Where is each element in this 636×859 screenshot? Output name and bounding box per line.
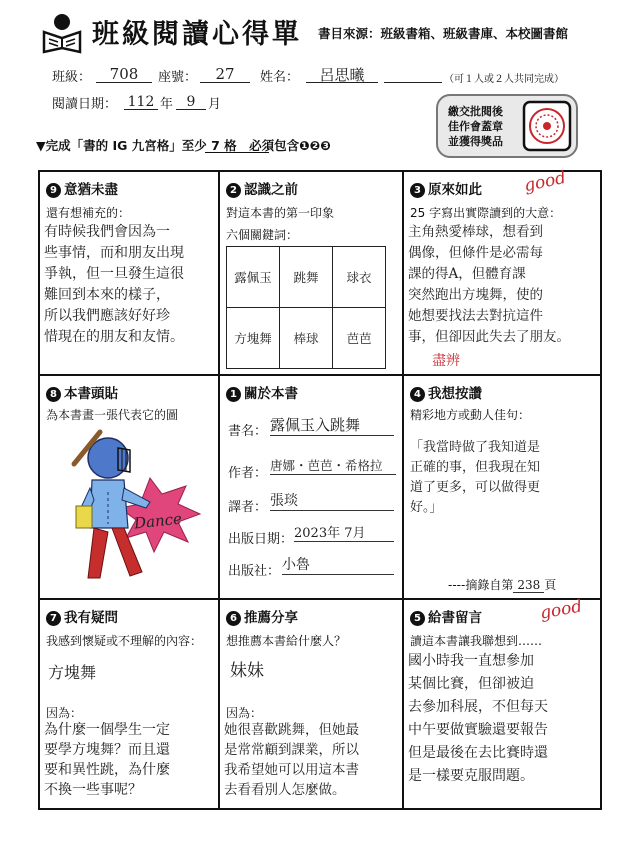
number-5-icon: 5 (410, 611, 425, 626)
date-label: 閱讀日期： (52, 97, 118, 112)
class-field (96, 64, 152, 83)
cell-7-text: 為什麼一個學生一定 要學方塊舞？而且還 要和異性跳，為什麼 不換一些事呢？ (44, 722, 170, 798)
cell-6-prompt: 想推薦本書給什麼人？ (226, 634, 347, 648)
publisher-value: 小魯 (282, 554, 394, 575)
date-month-value: 9 (186, 94, 196, 110)
publisher-label: 出版社： (228, 564, 281, 579)
cell-5-prompt: 讀這本書讓我聯想到…… (410, 634, 543, 648)
cell-9-prompt: 還有想補充的： (46, 206, 131, 220)
name-field (306, 64, 378, 83)
keywords-table (226, 246, 386, 369)
cell-8-prompt: 為本書畫一張代表它的圖 (46, 408, 179, 422)
number-1-icon: 1 (226, 387, 241, 402)
cell-2-prompt: 對這本書的第一印象 (226, 206, 335, 220)
translator-value: 張琰 (270, 490, 394, 511)
keyword-4: 方塊舞 (227, 308, 280, 369)
cell-8-book-avatar (40, 376, 218, 598)
keyword-2: 跳舞 (280, 247, 333, 308)
month-label: 月 (208, 97, 222, 112)
instruction: ▼完成「書的 IG 九宮格」至少 7 格 必須包含❶❷❸ (36, 138, 331, 153)
class-label: 班級： (52, 70, 92, 85)
name-value: 呂思曦 (319, 66, 365, 84)
cell-5-text: 國小時我一直想參加 某個比賽，但卻被迫 去參加科展，不但每天 中午要做實驗還要報告 但是最後在去比賽時還 是一樣要克服問題。 (408, 653, 548, 784)
cell-6-because: 因為： (226, 706, 263, 720)
keyword-6: 芭芭 (333, 308, 386, 369)
excerpt-page: ----摘錄自第 238 頁 (448, 578, 557, 592)
excerpt-page-value: 238 (513, 578, 544, 593)
cell-7-questions (40, 600, 218, 808)
number-2-icon: 2 (226, 183, 241, 198)
cell-7-title: 7 我有疑問 (46, 606, 118, 626)
cell-4-prompt: 精彩地方或動人佳句： (410, 408, 531, 422)
number-8-icon: 8 (46, 387, 61, 402)
number-9-icon: 9 (46, 183, 61, 198)
cell-2-title: 2 認識之前 (226, 178, 298, 198)
cell-3-so-thats-it (404, 167, 600, 374)
author-label: 作者： (228, 466, 268, 481)
date-month-field (176, 91, 206, 110)
author-value: 唐娜・芭芭・希格拉 (270, 456, 396, 475)
seat-value: 27 (215, 65, 235, 83)
drawing-dancer-batter (54, 428, 214, 598)
sources-label: 書目來源：班級書箱、班級書庫、本校圖書館 (318, 26, 569, 41)
cell-3-prompt: 25 字寫出實際讀到的大意： (410, 206, 562, 220)
keyword-5: 棒球 (280, 308, 333, 369)
page-title: 班級閱讀心得單 (92, 19, 302, 50)
stamp-seal-icon (522, 100, 572, 156)
cell-6-answer: 妹妹 (230, 661, 264, 681)
seat-field (200, 64, 250, 83)
cell-7-because: 因為： (46, 706, 83, 720)
cell-5-message (404, 596, 600, 808)
cell-9-text: 有時候我們會因為一 些事情，而和朋友出現 爭執，但一旦發生這很 難回到本來的樣子， 所以我們應該好好珍 惜現在的朋友和友情。 (44, 224, 184, 345)
cell-3-text: 主角熱愛棒球，想看到 偶像，但條件是必需每 課的得A，但體育課 突然跑出方塊舞，使的 她想要找法去對抗這件 事，但卻因此失去了朋友。 (408, 224, 570, 345)
cell-6-title: 6 推薦分享 (226, 606, 298, 626)
cell-6-text: 她很喜歡跳舞，但她最 是常常顧到課業，所以 我希望她可以用這本書 去看看別人怎麼做。 (224, 722, 359, 798)
cell-6-recommend (220, 600, 402, 808)
keyword-3: 球衣 (333, 247, 386, 308)
cell-2-kw-label: 六個關鍵詞： (226, 228, 299, 242)
pubdate-label: 出版日期： (228, 532, 294, 547)
cell-2-before-knowing (220, 172, 402, 374)
number-3-icon: 3 (410, 183, 425, 198)
stamp-box (436, 94, 578, 158)
cell-9-title: 9 意猶未盡 (46, 178, 118, 198)
cell-1-title: 1 關於本書 (226, 382, 298, 402)
ig-nine-grid (38, 167, 602, 810)
date-year-value: 112 (127, 94, 155, 110)
cell-8-title: 8 本書頭貼 (46, 382, 118, 402)
stamp-text: 繳交批閱後 佳作會蓋章 並獲得獎品 (448, 105, 503, 148)
header-reading-icon (40, 12, 84, 54)
book-title-value: 露佩玉入跳舞 (270, 414, 394, 436)
cell-7-answer: 方塊舞 (48, 663, 97, 682)
drawing-dance-text: Dance (133, 509, 183, 533)
number-7-icon: 7 (46, 611, 61, 626)
book-title-label: 書名： (228, 424, 268, 439)
pubdate-value: 2023年 7月 (294, 522, 394, 542)
cell-3-good-mark: good (522, 167, 568, 197)
cell-4-quote: 「我當時做了我知道是 正確的事，但我現在知 道了更多，可以做得更 好。」 (410, 440, 541, 515)
cell-5-title: 5 給書留言 (410, 606, 482, 626)
year-label: 年 (160, 97, 174, 112)
number-4-icon: 4 (410, 387, 425, 402)
cell-3-title: 3 原來如此 (410, 178, 482, 198)
instruction-underline (205, 152, 269, 153)
translator-label: 譯者： (228, 500, 268, 515)
group-note: （可１人或２人共同完成） (444, 74, 564, 85)
seat-label: 座號： (158, 70, 198, 85)
name-label: 姓名： (260, 70, 300, 85)
cell-4-title: 4 我想按讚 (410, 382, 482, 402)
cell-3-correction: 盡辨 (432, 353, 460, 369)
cell-5-good-mark: good (538, 596, 584, 624)
keyword-1: 露佩玉 (227, 247, 280, 308)
number-6-icon: 6 (226, 611, 241, 626)
name-field-2 (384, 64, 442, 83)
cell-1-about-book (220, 376, 402, 598)
cell-9-lingering (40, 172, 218, 374)
class-value: 708 (109, 65, 139, 83)
cell-4-like (404, 376, 600, 598)
date-year-field (124, 91, 158, 110)
cell-7-prompt: 我感到懷疑或不理解的內容： (46, 634, 203, 648)
